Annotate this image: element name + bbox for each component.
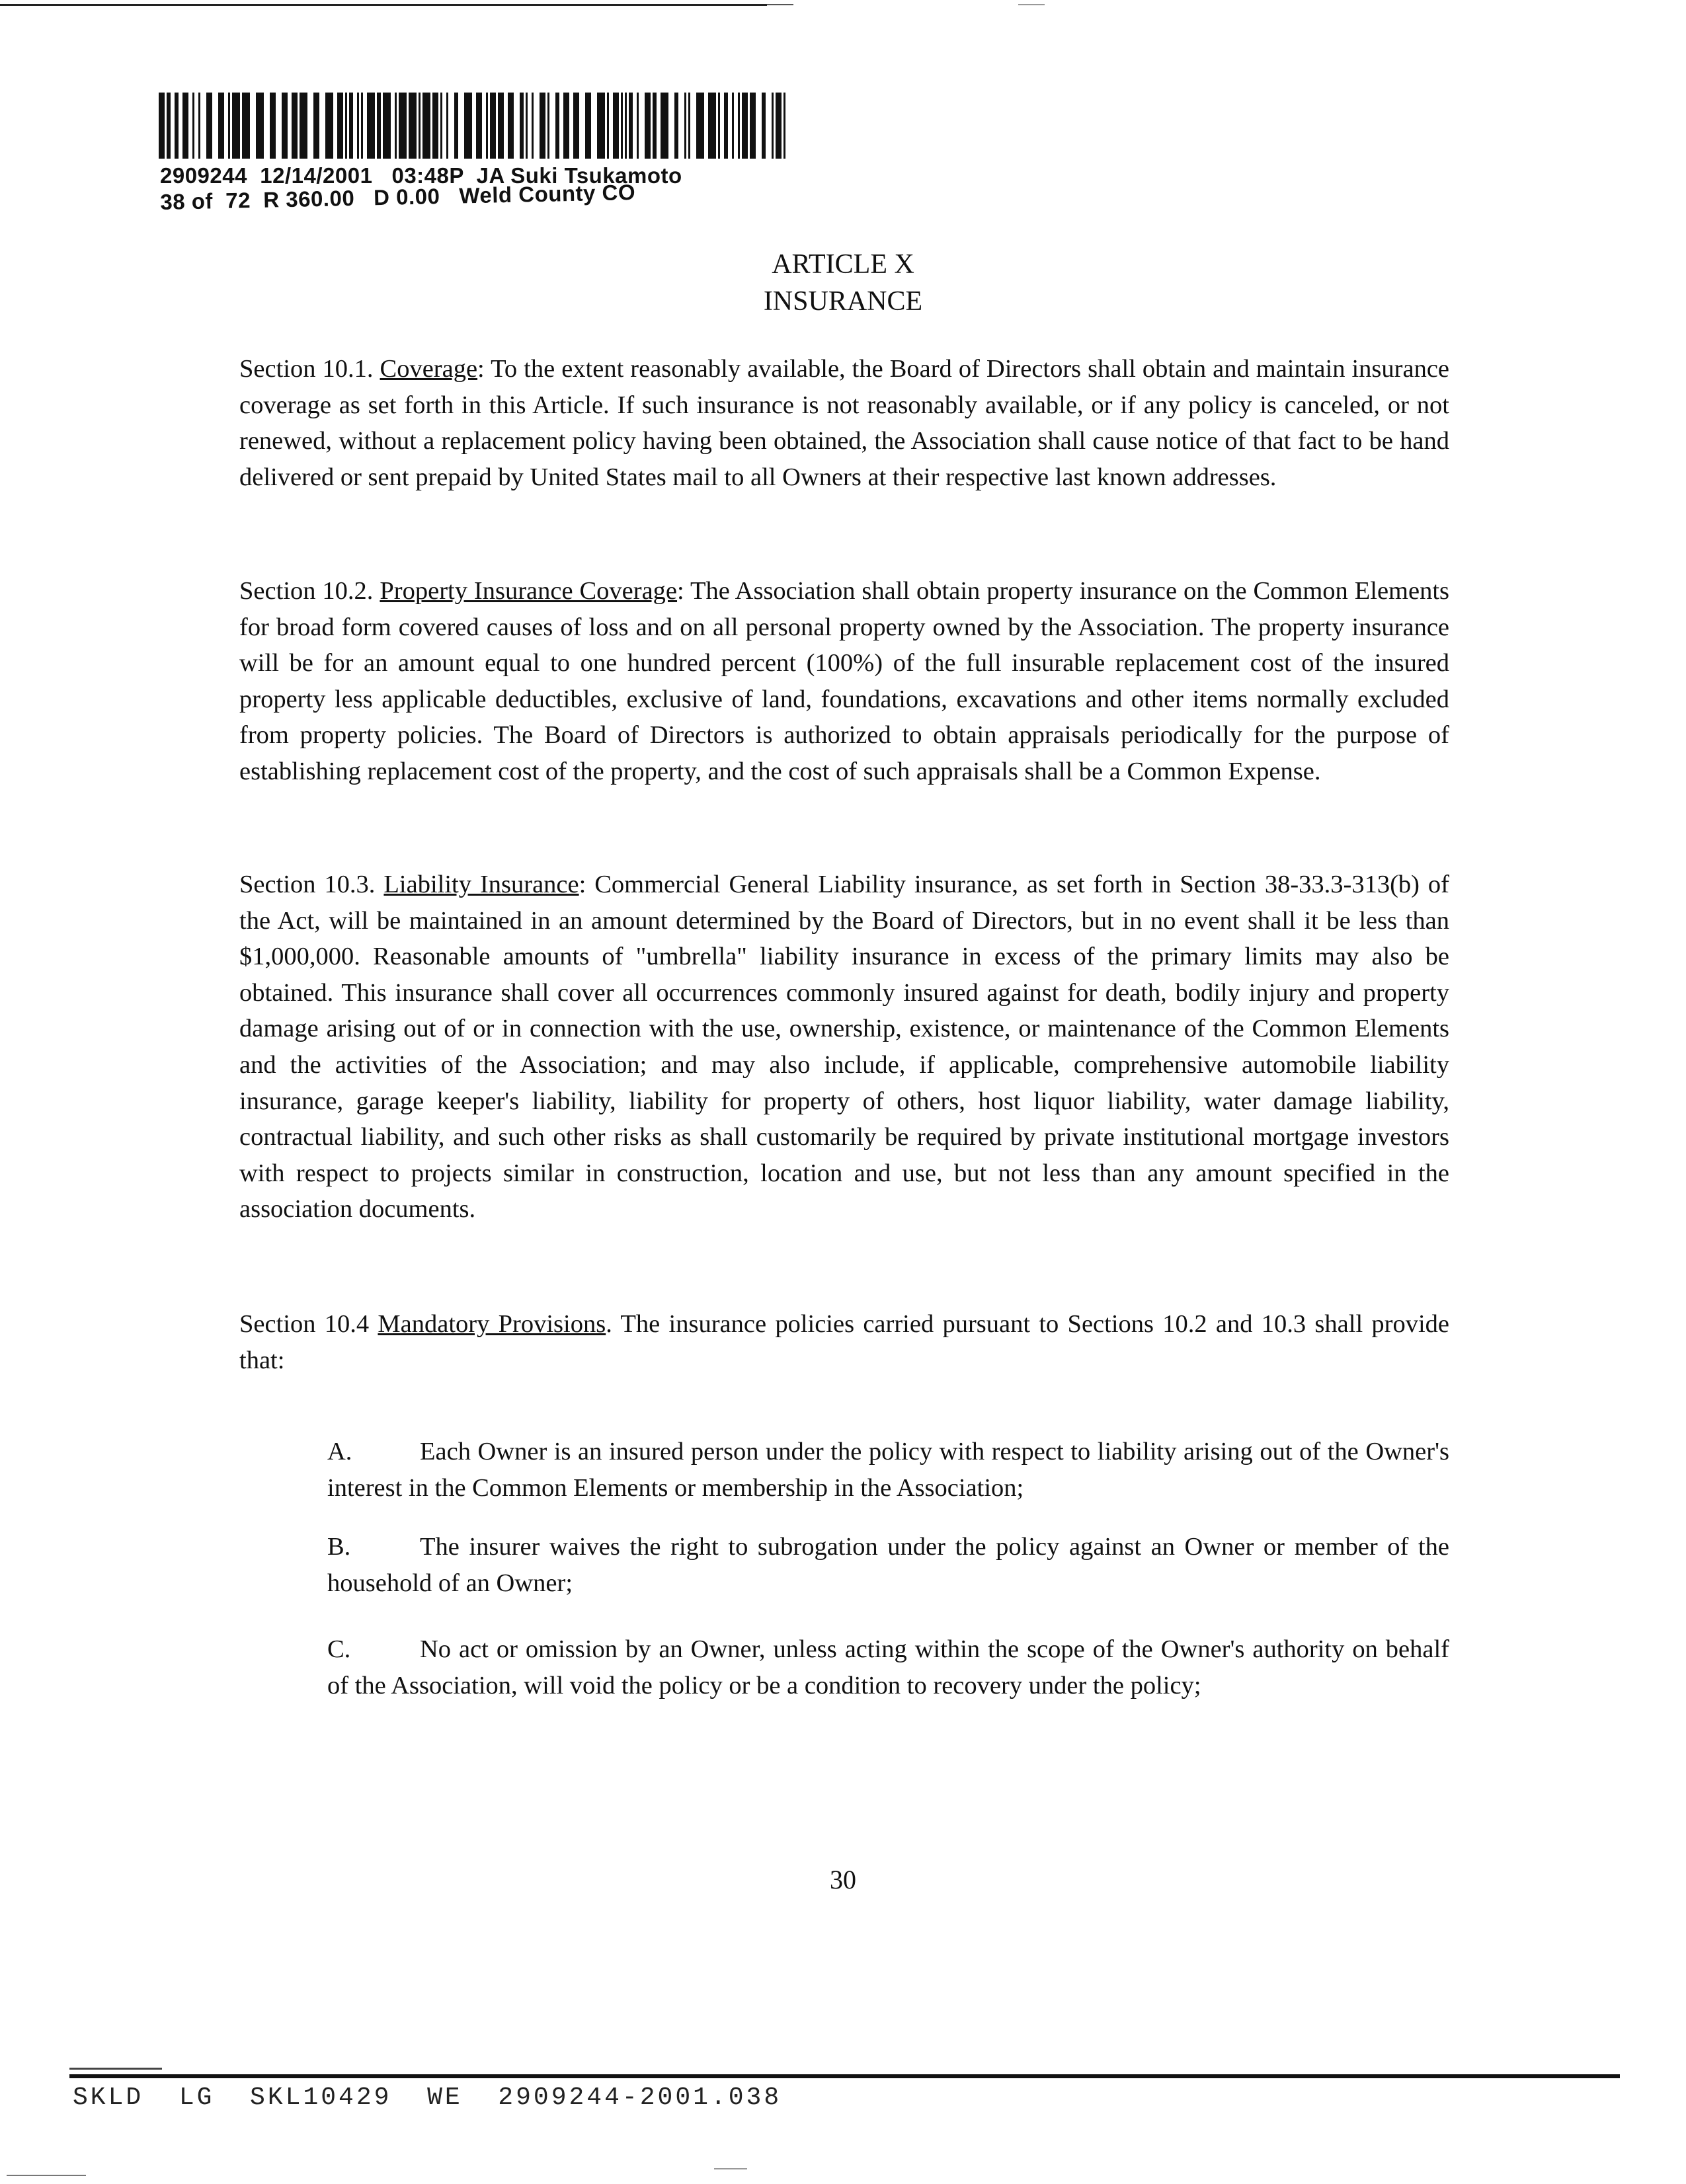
barcode-bar: [192, 93, 194, 159]
barcode-bar: [367, 93, 375, 159]
barcode-bar: [182, 93, 188, 159]
barcode-bar: [718, 93, 720, 159]
barcode-bar: [446, 93, 448, 159]
barcode-bar: [708, 93, 716, 159]
barcode-bar: [742, 93, 748, 159]
barcode-bar: [399, 93, 407, 159]
recording-barcode: [159, 93, 793, 159]
item-text: The insurer waives the right to subrogation under the policy against an Owner or member of the household of an Owner;: [327, 1533, 1449, 1597]
barcode-bar: [563, 93, 569, 159]
section-10-2: Section 10.2. Property Insurance Coverage: The Association shall obtain property insurance on the Common Elements for broad form covered causes of loss and on all personal property owned by the Association. The property insurance will be for an amount equal to one hundred percent (100%) of the full insurable replacement cost of the insured property less applicable deductibles, exclusive of land, foundations, excavations and other items normally excluded from property policies. The Board of Directors is authorized to obtain appraisals periodically for the purpose of establishing replacement cost of the property, and the cost of such appraisals shall be a Common Expense.: [239, 577, 1450, 785]
barcode-bar: [653, 93, 657, 159]
barcode-bar: [520, 93, 524, 159]
barcode-bar: [454, 93, 458, 159]
section-number: Section 10.1.: [239, 355, 374, 383]
barcode-bar: [625, 93, 627, 159]
article-title: INSURANCE: [763, 286, 923, 317]
stamp-line-2: 38 of 72 R 360.00 D 0.00 Weld County CO: [160, 179, 636, 214]
barcode-bar: [613, 93, 619, 159]
barcode-bar: [573, 93, 579, 159]
barcode-bar: [772, 93, 774, 159]
barcode-bar: [637, 93, 639, 159]
barcode-bar: [337, 93, 343, 159]
section-number: Section 10.3.: [239, 871, 376, 898]
section-text: The insurance policies carried pursuant to Sections 10.2 and 10.3 shall provide that:: [239, 1310, 1450, 1374]
item-letter: C.: [327, 1635, 351, 1663]
barcode-bar: [532, 93, 534, 159]
bottom-scan-mark-center: [714, 2168, 747, 2169]
barcode-bar: [175, 93, 179, 159]
section-heading: Liability Insurance: [383, 871, 579, 898]
barcode-bar: [464, 93, 472, 159]
barcode-bar: [300, 93, 307, 159]
barcode-bar: [738, 93, 740, 159]
section-heading: Property Insurance Coverage: [380, 577, 678, 605]
section-number: Section 10.2.: [239, 577, 374, 605]
footer-rule-left: [69, 2068, 162, 2070]
barcode-bar: [440, 93, 442, 159]
provision-item-c: [327, 1631, 1449, 1703]
barcode-bar: [724, 93, 728, 159]
footer-rule: [69, 2074, 1620, 2078]
barcode-bar: [607, 93, 609, 159]
barcode-bar: [270, 93, 276, 159]
barcode-bar: [432, 93, 438, 159]
item-letter: B.: [327, 1533, 351, 1561]
barcode-bar: [732, 93, 734, 159]
barcode-bar: [526, 93, 528, 159]
barcode-bar: [645, 93, 651, 159]
barcode-bar: [282, 93, 288, 159]
bottom-scan-mark-left: [7, 2175, 86, 2176]
barcode-bar: [422, 93, 430, 159]
barcode-bar: [486, 93, 488, 159]
barcode-bar: [395, 93, 397, 159]
top-scan-rule-tail: [767, 4, 793, 5]
section-text: To the extent reasonably available, the Board of Directors shall obtain and maintain insurance coverage as set forth in this Article. If such insurance is not reasonably available, or if any policy is canceled, or not renewed, without a replacement policy having been obtained, the Association shall cause notice of that fact to be hand delivered or sent prepaid by United States mail to all Owners at their respective last known addresses.: [239, 355, 1450, 491]
barcode-bar: [232, 93, 240, 159]
barcode-bar: [696, 93, 704, 159]
barcode-bar: [361, 93, 363, 159]
top-scan-rule: [0, 4, 767, 6]
barcode-bar: [555, 93, 559, 159]
article-number: ARTICLE X: [772, 249, 914, 280]
recording-stamp: [160, 163, 682, 215]
barcode-bar: [325, 93, 333, 159]
section-10-3: Section 10.3. Liability Insurance: Commercial General Liability insurance, as set forth in Section 38-33.3-313(b) of the Act, will be maintained in an amount determined by the Board of Directors, but in no event shall it be less than $1,000,000. Reasonable amounts of "umbrella" liability insurance in excess of the primary limits may also be obtained. This insurance shall cover all occurrences commonly insured against for death, bodily injury and property damage arising out of or in connection with the use, ownership, existence, or maintenance of the Common Elements and the activities of the Association; and may also include, if applicable, comprehensive automobile liability insurance, garage keeper's liability, liability for property of others, host liquor liability, water damage liability, contractual liability, and such other risks as shall customarily be required by private institutional mortgage investors with respect to projects similar in construction, location and use, but not less than any amount specified in the association documents.: [239, 871, 1450, 1224]
barcode-bar: [674, 93, 678, 159]
footer-reference: SKLD LG SKL10429 WE 2909244-2001.038: [73, 2084, 782, 2112]
barcode-bar: [357, 93, 359, 159]
page-number: 30: [830, 1865, 856, 1894]
barcode-bar: [228, 93, 230, 159]
stamp-line-1: 2909244 12/14/2001 03:48P JA Suki Tsukamoto: [160, 163, 682, 188]
barcode-bar: [377, 93, 381, 159]
section-heading: Mandatory Provisions: [378, 1310, 606, 1338]
barcode-bar: [783, 93, 785, 159]
barcode-bar: [540, 93, 545, 159]
barcode-bar: [409, 93, 417, 159]
barcode-bar: [750, 93, 756, 159]
item-text: Each Owner is an insured person under the policy with respect to liability arising out of the Owner's interest in the Common Elements or membership in the Association;: [327, 1438, 1449, 1502]
barcode-bar: [313, 93, 319, 159]
top-scan-mark: [1018, 4, 1045, 5]
item-text: No act or omission by an Owner, unless acting within the scope of the Owner's authority on behalf of the Association, will void the policy or be a condition to recovery under the policy;: [327, 1635, 1449, 1699]
barcode-bar: [383, 93, 391, 159]
section-heading: Coverage: [380, 355, 478, 383]
barcode-bar: [256, 93, 264, 159]
barcode-bar: [419, 93, 421, 159]
barcode-bar: [661, 93, 668, 159]
barcode-bar: [684, 93, 686, 159]
item-letter: A.: [327, 1438, 352, 1465]
barcode-bar: [547, 93, 549, 159]
barcode-bar: [218, 93, 224, 159]
barcode-bar: [585, 93, 591, 159]
barcode-bar: [508, 93, 514, 159]
section-10-4: Section 10.4 Mandatory Provisions. The insurance policies carried pursuant to Sections 10.2 and 10.3 shall provide that:: [239, 1310, 1450, 1374]
barcode-bar: [198, 93, 200, 159]
article-header: [0, 246, 1686, 320]
barcode-bar: [167, 93, 171, 159]
barcode-bar: [206, 93, 212, 159]
barcode-bar: [688, 93, 690, 159]
barcode-bar: [159, 93, 165, 159]
barcode-bar: [621, 93, 623, 159]
provision-item-b: [327, 1529, 1449, 1601]
barcode-bar: [242, 93, 250, 159]
barcode-bar: [776, 93, 782, 159]
section-text: Commercial General Liability insurance, as set forth in Section 38-33.3-313(b) of the Act, will be maintained in an amount determined by the Board of Directors, but in no event shall it be less than $1,000,000. Reasonable amounts of "umbrella" liability insurance in excess of the primary limits may also be obtained. This insurance shall cover all occurrences commonly insured against for death, bodily injury and property damage arising out of or in connection with the use, ownership, existence, or maintenance of the Common Elements and the activities of the Association; and may also include, if applicable, comprehensive automobile liability insurance, garage keeper's liability, liability for property of others, host liquor liability, water damage liability, contractual liability, and such other risks as shall customarily be required by private institutional mortgage investors with respect to projects similar in construction, location and use, but not less than any amount specified in the association documents.: [239, 871, 1450, 1224]
section-10-1: Section 10.1. Coverage: To the extent reasonably available, the Board of Directors shall obtain and maintain insurance coverage as set forth in this Article. If such insurance is not reasonably available, or if any policy is canceled, or not renewed, without a replacement policy having been obtained, the Association shall cause notice of that fact to be hand delivered or sent prepaid by United States mail to all Owners at their respective last known addresses.: [239, 355, 1450, 491]
provision-item-a: [327, 1434, 1449, 1506]
barcode-bar: [349, 93, 353, 159]
barcode-bar: [498, 93, 504, 159]
barcode-bar: [762, 93, 766, 159]
section-text: The Association shall obtain property insurance on the Common Elements for broad form covered causes of loss and on all personal property owned by the Association. The property insurance will be for an amount equal to one hundred percent (100%) of the full insurable replacement cost of the insured property less applicable deductibles, exclusive of land, foundations, excavations and other items normally excluded from property policies. The Board of Directors is authorized to obtain appraisals periodically for the purpose of establishing replacement cost of the property, and the cost of such appraisals shall be a Common Expense.: [239, 577, 1450, 785]
barcode-bar: [292, 93, 298, 159]
barcode-bar: [629, 93, 633, 159]
section-number: Section 10.4: [239, 1310, 370, 1338]
barcode-bar: [490, 93, 496, 159]
barcode-bar: [345, 93, 347, 159]
barcode-bar: [476, 93, 482, 159]
barcode-bar: [597, 93, 605, 159]
